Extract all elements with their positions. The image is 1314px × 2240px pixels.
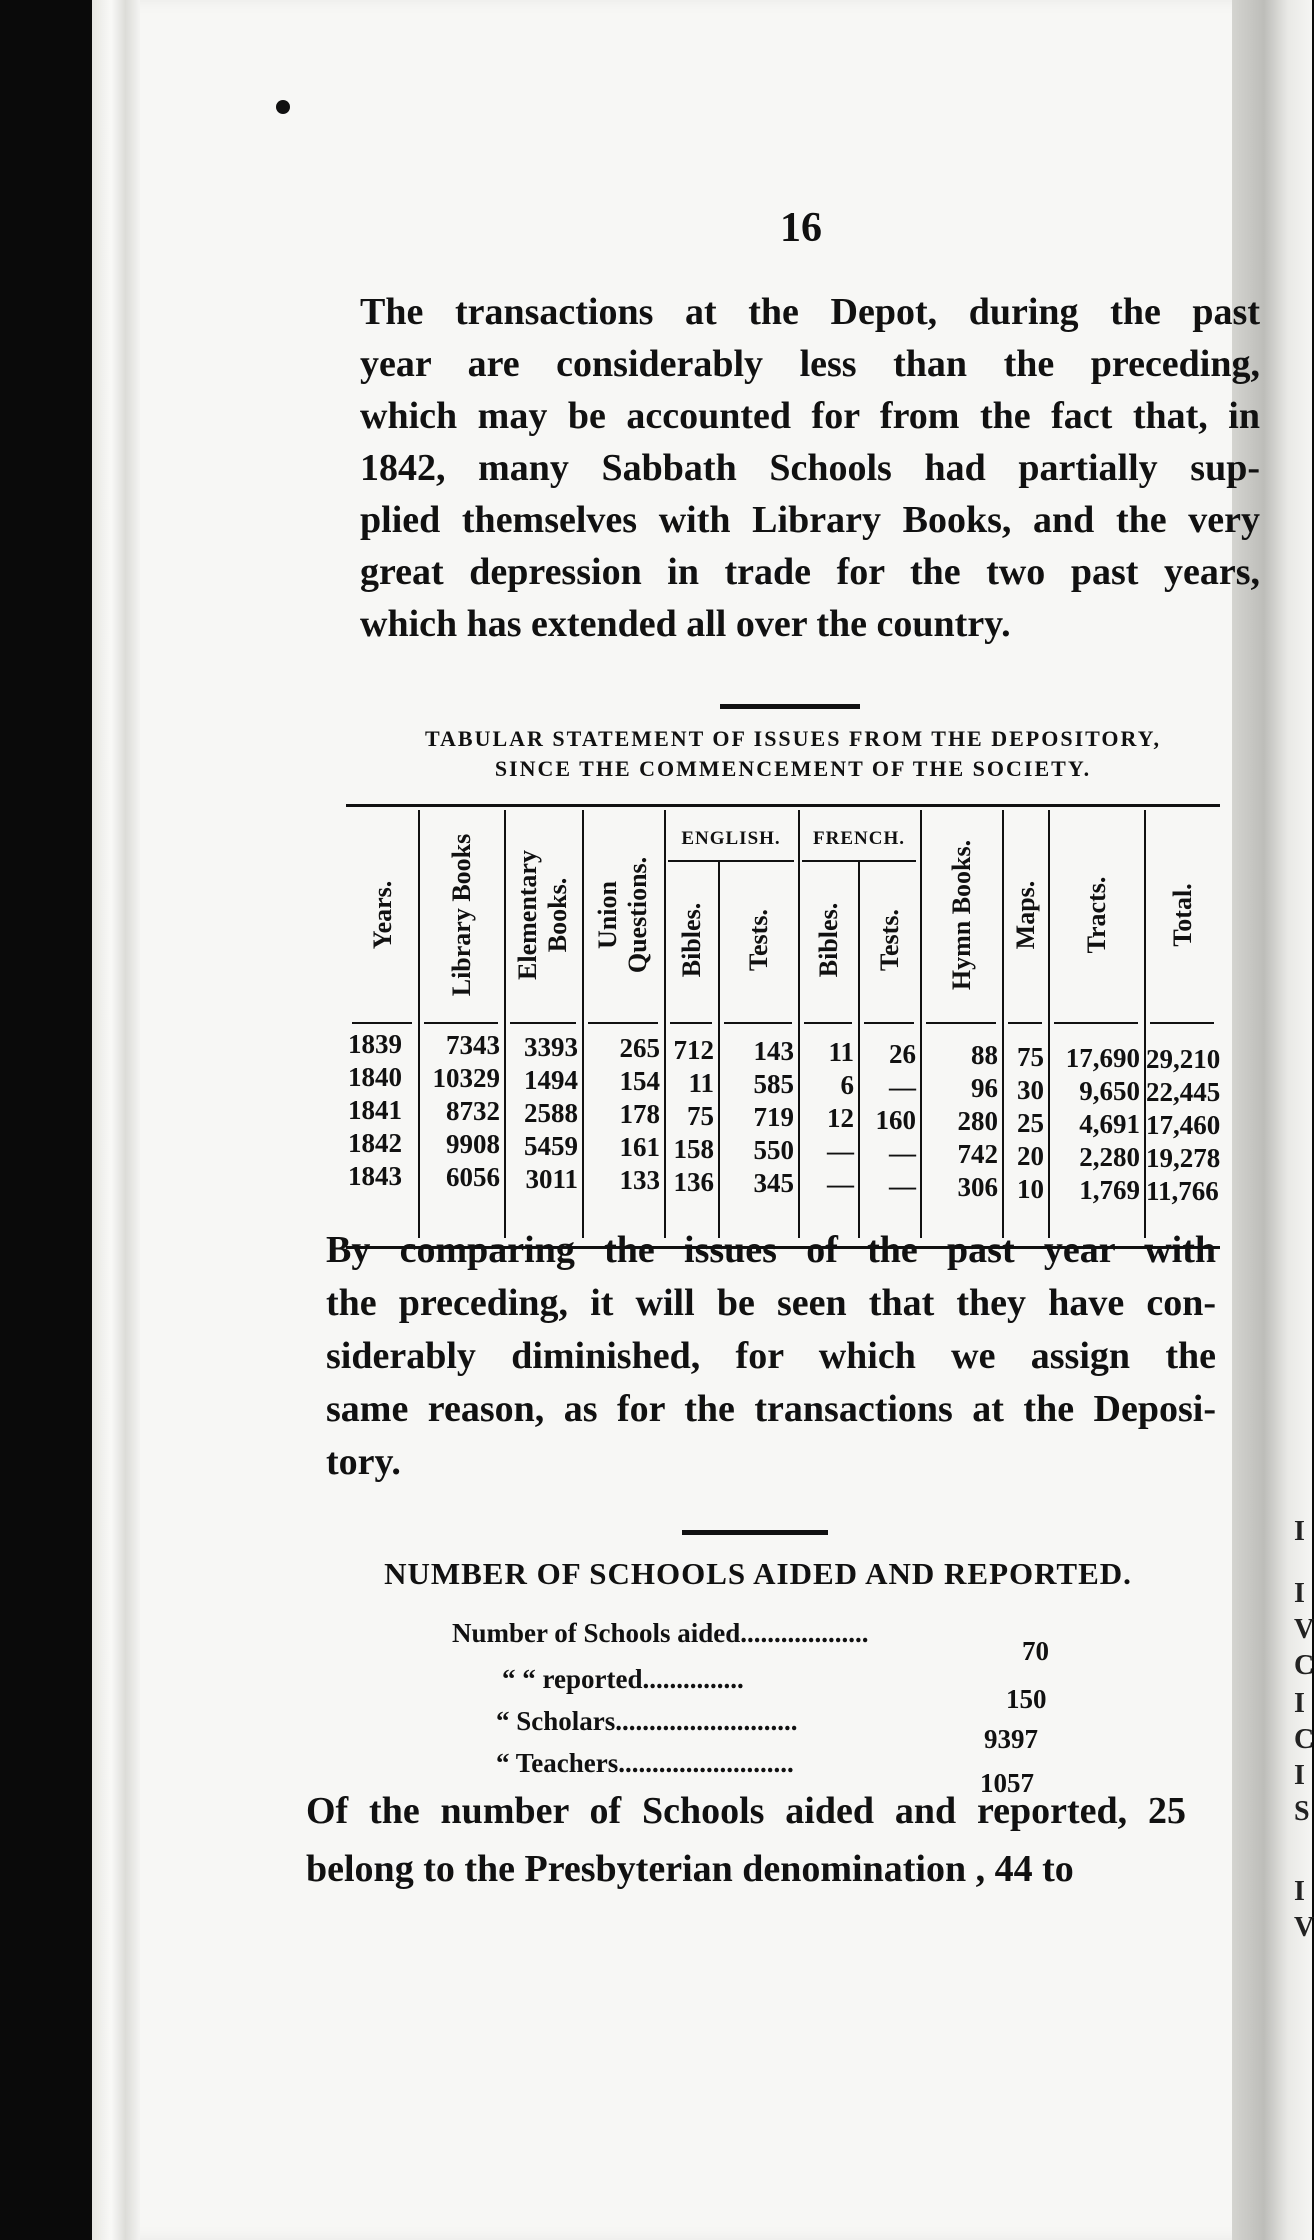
schools-aided-value: 70 xyxy=(1022,1636,1049,1666)
table-cell: 10 xyxy=(1017,1173,1044,1204)
closing-paragraph xyxy=(306,1782,1186,1898)
table-cell: 75 xyxy=(1017,1041,1044,1072)
table-cell: 2588 xyxy=(524,1097,578,1128)
table-cell: 22,445 xyxy=(1146,1077,1221,1108)
table-cell: 280 xyxy=(957,1106,998,1137)
table-cell: 75 xyxy=(687,1100,714,1131)
column-header: Total. xyxy=(1168,883,1197,947)
table-cell: 20 xyxy=(1017,1140,1044,1171)
table-year-cell: 1841 xyxy=(348,1095,402,1125)
table-title-line: SINCE THE COMMENCEMENT OF THE SOCIETY. xyxy=(494,756,1092,781)
column-head-underline xyxy=(1008,1022,1042,1024)
section-divider xyxy=(720,704,860,709)
table-year-cell: 1843 xyxy=(348,1161,402,1191)
table-cell: 5459 xyxy=(524,1130,578,1161)
column-header: Tracts. xyxy=(1082,876,1111,954)
table-cell: 143 xyxy=(753,1036,794,1066)
teachers-row xyxy=(496,1748,794,1779)
table-cell: — xyxy=(889,1170,916,1201)
table-cell: 26 xyxy=(889,1038,916,1069)
column-header: Maps. xyxy=(1011,880,1040,950)
table-cell: 11 xyxy=(828,1037,854,1068)
table-cell: 133 xyxy=(619,1165,660,1196)
column-divider xyxy=(1048,810,1050,1238)
table-cell: 10329 xyxy=(432,1063,500,1094)
column-header: Library Books xyxy=(447,833,476,997)
column-header: Bibles. xyxy=(814,902,843,978)
table-cell: 306 xyxy=(957,1172,998,1203)
paragraph-line: same reason, as for the transactions at the Deposi- xyxy=(326,1388,1216,1430)
table-cell: 17,690 xyxy=(1065,1043,1140,1073)
table-cell: — xyxy=(889,1071,916,1102)
stat-leader-dots: .......................... xyxy=(618,1748,794,1778)
table-cell: 161 xyxy=(619,1132,660,1163)
stat-label: “ Teachers xyxy=(496,1748,619,1778)
table-cell: 712 xyxy=(673,1034,714,1065)
table-cell: 1,769 xyxy=(1079,1175,1140,1205)
table-cell: 8732 xyxy=(446,1096,500,1127)
table-cell: 178 xyxy=(619,1099,660,1130)
margin-fragment: I xyxy=(1294,1688,1305,1719)
table-cell: 9,650 xyxy=(1079,1076,1140,1106)
section-divider xyxy=(682,1530,828,1535)
column-head-underline xyxy=(352,1022,412,1024)
table-cell: 160 xyxy=(875,1104,916,1135)
table-cell: 7343 xyxy=(446,1030,500,1061)
table-cell: 550 xyxy=(753,1135,794,1165)
stat-label: “ “ reported xyxy=(502,1664,643,1694)
column-header: Hymn Books. xyxy=(947,839,976,991)
column-header: Bibles. xyxy=(677,902,706,978)
group-header-rule xyxy=(802,860,916,862)
margin-fragment: C xyxy=(1294,1650,1314,1681)
table-year-cell: 1840 xyxy=(348,1062,402,1092)
paragraph-line: year are considerably less than the preceding, xyxy=(360,343,1260,385)
column-header: Books. xyxy=(543,877,572,953)
table-year-cell: 1839 xyxy=(348,1029,402,1059)
paragraph-line: tory. xyxy=(326,1441,401,1483)
table-cell: 30 xyxy=(1017,1074,1044,1105)
table-cell: 719 xyxy=(753,1102,794,1132)
table-cell: 12 xyxy=(827,1103,854,1134)
stat-leader-dots: ........................... xyxy=(615,1706,798,1736)
table-cell: 4,691 xyxy=(1079,1109,1140,1139)
column-header: Years. xyxy=(368,880,397,950)
table-cell: — xyxy=(827,1169,854,1200)
group-header-rule xyxy=(668,860,794,862)
paragraph-line: Of the number of Schools aided and reported, 25 xyxy=(306,1790,1186,1832)
table-cell: 136 xyxy=(673,1166,714,1197)
table-cell: 585 xyxy=(753,1069,794,1099)
table-cell: 6 xyxy=(840,1070,854,1101)
column-divider xyxy=(1144,810,1146,1238)
issues-table xyxy=(346,800,1220,1246)
page-binding-edge xyxy=(92,0,140,2240)
paragraph-line: The transactions at the Depot, during the past xyxy=(360,291,1260,333)
column-head-underline xyxy=(1054,1022,1138,1024)
column-head-underline xyxy=(724,1022,792,1024)
table-cell: 3393 xyxy=(524,1031,578,1062)
paragraph-line: which has extended all over the country. xyxy=(360,603,1011,645)
margin-fragment: I xyxy=(1294,1578,1305,1609)
teachers-value: 1057 xyxy=(980,1768,1034,1798)
intro-paragraph xyxy=(360,286,1260,650)
table-cell: 1494 xyxy=(524,1064,578,1095)
column-head-underline xyxy=(588,1022,658,1024)
paragraph-line: the preceding, it will be seen that they have con- xyxy=(326,1282,1216,1324)
table-cell: 154 xyxy=(619,1066,660,1097)
table-cell: 6056 xyxy=(446,1162,500,1193)
table-cell: 158 xyxy=(673,1133,714,1164)
group-header: ENGLISH. xyxy=(681,828,781,849)
column-head-underline xyxy=(864,1022,914,1024)
paragraph-line: great depression in trade for the two past years, xyxy=(360,551,1260,593)
stat-label: Number of Schools aided xyxy=(452,1618,741,1648)
group-header: FRENCH. xyxy=(813,828,905,849)
column-head-underline xyxy=(804,1022,852,1024)
margin-fragment: V xyxy=(1294,1912,1314,1943)
table-cell: 345 xyxy=(753,1168,794,1198)
table-title xyxy=(348,724,1238,784)
column-header: Tests. xyxy=(875,909,904,971)
table-cell: — xyxy=(827,1136,854,1167)
margin-fragment: S xyxy=(1294,1796,1310,1827)
column-head-underline xyxy=(926,1022,996,1024)
margin-fragment: I xyxy=(1294,1760,1305,1791)
paragraph-line: By comparing the issues of the past year with xyxy=(326,1229,1216,1271)
stat-label: “ Scholars xyxy=(496,1706,616,1736)
paragraph-line: which may be accounted for from the fact that, in xyxy=(360,395,1260,437)
schools-aided-row xyxy=(452,1618,869,1649)
table-year-cell: 1842 xyxy=(348,1128,402,1158)
column-header: Tests. xyxy=(744,909,773,971)
table-cell: 96 xyxy=(971,1073,998,1104)
column-head-underline xyxy=(670,1022,712,1024)
schools-reported-value: 150 xyxy=(1006,1684,1047,1714)
column-header: Elementary xyxy=(513,850,542,980)
column-head-underline xyxy=(1150,1022,1214,1024)
table-cell: 29,210 xyxy=(1146,1044,1221,1075)
stat-leader-dots: ................... xyxy=(740,1618,869,1648)
table-title-line: TABULAR STATEMENT OF ISSUES FROM THE DEPOSITORY, xyxy=(424,726,1162,751)
paragraph-line: plied themselves with Library Books, and the very xyxy=(360,499,1260,541)
margin-fragment: V xyxy=(1294,1614,1314,1645)
table-cell: 19,278 xyxy=(1146,1143,1221,1174)
table-cell: 25 xyxy=(1017,1107,1044,1138)
table-cell: 17,460 xyxy=(1146,1110,1221,1141)
table-cell: 3011 xyxy=(525,1163,578,1194)
table-cell: 11,766 xyxy=(1146,1176,1219,1207)
paragraph-line: belong to the Presbyterian denomination , 44 to xyxy=(306,1848,1074,1890)
table-cell: 9908 xyxy=(446,1129,500,1160)
schools-section-title: NUMBER OF SCHOOLS AIDED AND REPORTED. xyxy=(384,1556,1132,1591)
table-cell: 88 xyxy=(971,1040,998,1071)
margin-fragment: C xyxy=(1294,1724,1314,1755)
table-cell: 11 xyxy=(688,1067,714,1098)
ink-dot xyxy=(276,100,290,114)
column-head-underline xyxy=(424,1022,498,1024)
margin-fragment: I xyxy=(1294,1876,1305,1907)
page-number: 16 xyxy=(780,205,822,251)
schools-reported-row xyxy=(502,1664,744,1695)
table-cell: 742 xyxy=(957,1139,998,1170)
table-cell: 2,280 xyxy=(1079,1142,1140,1172)
paragraph-line: 1842, many Sabbath Schools had partially sup- xyxy=(360,447,1260,489)
column-header: Questions. xyxy=(623,856,652,974)
column-header: Union xyxy=(593,881,622,949)
table-top-rule xyxy=(346,804,1220,807)
column-head-underline xyxy=(510,1022,576,1024)
column-divider xyxy=(1002,810,1004,1238)
table-cell: 265 xyxy=(619,1033,660,1064)
paragraph-line: siderably diminished, for which we assign the xyxy=(326,1335,1216,1377)
scholars-value: 9397 xyxy=(984,1724,1038,1754)
comparison-paragraph xyxy=(326,1224,1216,1489)
margin-fragment: I xyxy=(1294,1516,1305,1547)
table-cell: — xyxy=(889,1137,916,1168)
scholars-row xyxy=(496,1706,798,1737)
stat-leader-dots: ............... xyxy=(642,1664,744,1694)
column-divider xyxy=(920,810,922,1238)
